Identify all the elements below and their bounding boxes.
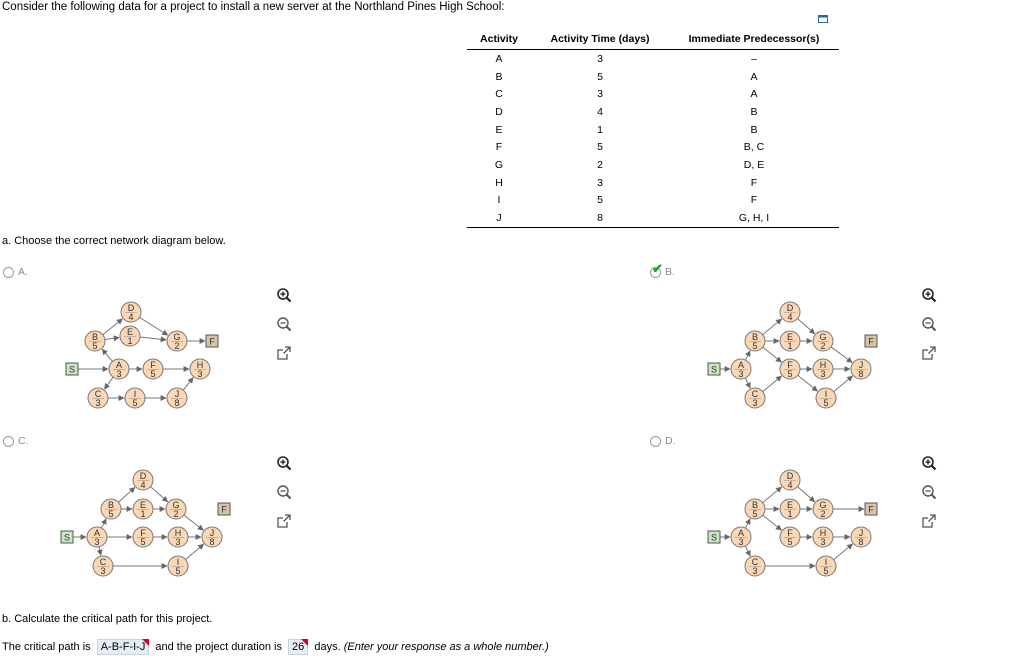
activity-node-letter: G — [819, 332, 827, 342]
cell-activity: A — [495, 52, 503, 65]
finish-node-label: F — [868, 336, 874, 347]
cell-activity: B — [495, 70, 503, 83]
activity-node-duration: 3 — [820, 369, 826, 379]
cell-time: 8 — [531, 209, 669, 227]
arrow-I-J — [834, 376, 853, 392]
network-diagram-d — [708, 470, 877, 576]
activity-node-letter: F — [787, 360, 793, 370]
arrow-A-B — [102, 349, 112, 361]
option-a-label: A. — [18, 266, 28, 278]
activity-node-letter: H — [196, 360, 204, 370]
activity-node-letter: H — [819, 528, 827, 538]
cell-activity: E — [495, 123, 503, 136]
finish-node-label: F — [209, 336, 215, 347]
duration-answer[interactable] — [288, 639, 308, 655]
activity-node-letter: C — [751, 557, 759, 567]
arrow-I-J — [186, 544, 204, 559]
cell-predecessors: A — [750, 70, 758, 83]
activity-node-duration: 5 — [140, 537, 146, 547]
activity-node-duration: 5 — [150, 369, 156, 379]
activity-node-letter: E — [786, 332, 794, 342]
activity-node-duration: 8 — [858, 537, 864, 547]
cell-predecessors: A — [750, 88, 758, 101]
option-c-label: C. — [18, 435, 29, 447]
activity-node-duration: 4 — [787, 312, 793, 322]
arrow-G-J — [184, 515, 203, 530]
arrow-B-F — [763, 515, 782, 530]
activity-node-letter: A — [737, 360, 745, 370]
part-b-prompt: b. Calculate the critical path for this project. — [2, 613, 213, 625]
activity-node-duration: 8 — [209, 537, 215, 547]
arrow-B-D — [103, 319, 123, 335]
cell-activity: D — [495, 105, 503, 118]
activity-node-duration: 4 — [140, 480, 146, 490]
arrow-B-F — [763, 347, 782, 362]
critical-path-answer[interactable] — [97, 639, 150, 655]
answer-suffix: days. — [314, 641, 341, 653]
cell-predecessors: B — [750, 105, 758, 118]
activity-node-letter: I — [133, 389, 137, 399]
arrow-J-H — [183, 378, 193, 391]
answer-line — [2, 639, 549, 655]
cell-time: 2 — [597, 158, 603, 171]
activity-node-duration: 2 — [174, 341, 180, 351]
cell-time: 3 — [597, 88, 603, 101]
activity-node-letter: A — [115, 360, 123, 370]
arrow-D-G — [798, 487, 815, 502]
activity-node-letter: J — [174, 389, 180, 399]
activity-node-letter: E — [126, 327, 134, 337]
network-diagram-b — [708, 302, 877, 408]
question-text: Consider the following data for a project to install a new server at the Northland Pines High School: — [2, 1, 505, 13]
activity-node-letter: B — [107, 500, 115, 510]
start-node-label: S — [68, 364, 76, 375]
cell-activity: G — [494, 158, 504, 171]
activity-node-letter: J — [858, 360, 864, 370]
activity-node-letter: D — [127, 303, 135, 313]
arrow-A-C — [745, 546, 750, 556]
arrow-C-F — [763, 376, 782, 392]
activity-node-duration: 3 — [738, 369, 744, 379]
arrow-D-G — [151, 487, 168, 502]
cell-activity: F — [495, 141, 503, 154]
activity-node-duration: 1 — [787, 341, 793, 351]
activity-node-duration: 1 — [787, 509, 793, 519]
activity-node-letter: C — [99, 557, 107, 567]
activity-node-letter: F — [787, 528, 793, 538]
activity-node-letter: F — [140, 528, 146, 538]
activity-node-letter: I — [824, 389, 828, 399]
activity-node-letter: E — [139, 500, 147, 510]
arrow-A-B — [745, 351, 750, 360]
option-b-label: B. — [665, 266, 675, 278]
activity-node-duration: 3 — [820, 537, 826, 547]
header-activity: Activity — [467, 31, 531, 50]
activity-node-duration: 8 — [174, 398, 180, 408]
activity-node-letter: D — [786, 303, 794, 313]
activity-node-letter: G — [172, 500, 180, 510]
activity-node-letter: C — [751, 389, 759, 399]
cell-time: 5 — [597, 194, 603, 207]
cell-predecessors: G, H, I — [669, 209, 839, 227]
start-node-label: S — [710, 532, 718, 543]
part-a-prompt: a. Choose the correct network diagram below. — [2, 235, 226, 247]
arrow-F-I — [798, 375, 818, 391]
activity-node-letter: B — [91, 332, 99, 342]
start-node-label: S — [63, 532, 71, 543]
arrow-A-B — [745, 519, 750, 528]
arrow-A-C — [104, 377, 113, 389]
cell-time: 3 — [597, 52, 603, 65]
network-diagram-c — [61, 470, 230, 576]
activity-node-duration: 5 — [108, 509, 114, 519]
activity-node-letter: J — [209, 528, 215, 538]
cell-time: 5 — [597, 70, 603, 83]
activity-node-duration: 5 — [92, 341, 98, 351]
arrow-D-G — [798, 319, 815, 334]
arrow-B-D — [763, 487, 782, 503]
arrow-B-E — [105, 338, 119, 340]
arrow-E-G — [140, 337, 166, 340]
activity-node-letter: C — [94, 389, 102, 399]
activity-node-duration: 1 — [127, 336, 133, 346]
activity-node-duration: 5 — [823, 566, 829, 576]
arrow-A-C — [745, 378, 750, 388]
header-activity-time: Activity Time (days) — [531, 31, 669, 50]
activity-node-duration: 3 — [738, 537, 744, 547]
option-d-label: D. — [665, 435, 676, 447]
activity-node-duration: 5 — [787, 369, 793, 379]
arrow-A-C — [99, 547, 101, 555]
arrow-I-J — [834, 544, 853, 560]
activity-node-letter: A — [93, 528, 101, 538]
finish-node-label: F — [868, 504, 874, 515]
activity-node-letter: H — [819, 360, 827, 370]
cell-predecessors: F — [750, 176, 758, 189]
activity-node-duration: 3 — [100, 566, 106, 576]
activity-node-duration: 3 — [95, 398, 101, 408]
activity-node-letter: J — [858, 528, 864, 538]
activity-node-duration: 2 — [820, 341, 826, 351]
arrow-A-B — [101, 519, 106, 528]
activity-node-duration: 2 — [820, 509, 826, 519]
duration-value: 26 — [292, 641, 305, 653]
arrow-G-J — [831, 347, 852, 363]
activity-node-duration: 5 — [823, 398, 829, 408]
start-node-label: S — [710, 364, 718, 375]
activity-node-letter: I — [176, 557, 180, 567]
cell-predecessors: B, C — [743, 141, 765, 154]
activity-node-letter: D — [786, 471, 794, 481]
activity-node-duration: 1 — [140, 509, 146, 519]
activity-node-letter: E — [786, 500, 794, 510]
answer-flag-icon — [142, 639, 149, 646]
cell-time: 1 — [597, 123, 603, 136]
cell-time: 4 — [597, 105, 603, 118]
activity-node-duration: 3 — [752, 398, 758, 408]
cell-activity: J — [467, 209, 531, 227]
activity-node-letter: H — [174, 528, 182, 538]
cell-activity: C — [495, 88, 503, 101]
network-diagram-a — [66, 302, 218, 408]
activity-node-letter: F — [150, 360, 156, 370]
cell-time: 5 — [597, 141, 603, 154]
activity-node-letter: A — [737, 528, 745, 538]
cell-time: 3 — [597, 176, 603, 189]
cell-predecessors: – — [751, 52, 757, 65]
activity-node-duration: 4 — [787, 480, 793, 490]
activity-node-letter: D — [139, 471, 147, 481]
cell-predecessors: D, E — [743, 158, 765, 171]
arrow-B-D — [763, 319, 782, 335]
arrow-B-D — [118, 487, 134, 502]
activity-node-duration: 5 — [752, 341, 758, 351]
answer-flag-icon — [301, 639, 308, 646]
activity-node-duration: 5 — [132, 398, 138, 408]
activity-node-duration: 5 — [787, 537, 793, 547]
answer-instruction: (Enter your response as a whole number.) — [343, 641, 549, 653]
cell-activity: H — [495, 176, 503, 189]
activity-node-letter: B — [751, 500, 759, 510]
answer-middle: and the project duration is — [155, 641, 282, 653]
activity-node-duration: 3 — [94, 537, 100, 547]
checkmark-icon: ✔ — [652, 260, 663, 276]
answer-prefix: The critical path is — [2, 641, 91, 653]
activity-node-duration: 5 — [175, 566, 181, 576]
activity-node-duration: 5 — [752, 509, 758, 519]
cell-predecessors: B — [750, 123, 758, 136]
activity-node-duration: 2 — [173, 509, 179, 519]
critical-path-value: A-B-F-I-J — [100, 641, 146, 653]
activity-node-duration: 3 — [116, 369, 122, 379]
cell-predecessors: F — [750, 194, 758, 207]
activity-node-letter: G — [819, 500, 827, 510]
activity-node-duration: 3 — [197, 369, 203, 379]
activity-node-duration: 8 — [858, 369, 864, 379]
header-predecessors: Immediate Predecessor(s) — [669, 31, 839, 50]
arrow-D-G — [139, 317, 167, 335]
activity-node-duration: 3 — [752, 566, 758, 576]
activity-node-letter: I — [824, 557, 828, 567]
cell-activity: I — [497, 194, 501, 207]
finish-node-label: F — [221, 504, 227, 515]
activity-node-letter: G — [173, 332, 181, 342]
activity-node-duration: 3 — [175, 537, 181, 547]
activity-node-letter: B — [751, 332, 759, 342]
activity-node-duration: 4 — [128, 312, 134, 322]
